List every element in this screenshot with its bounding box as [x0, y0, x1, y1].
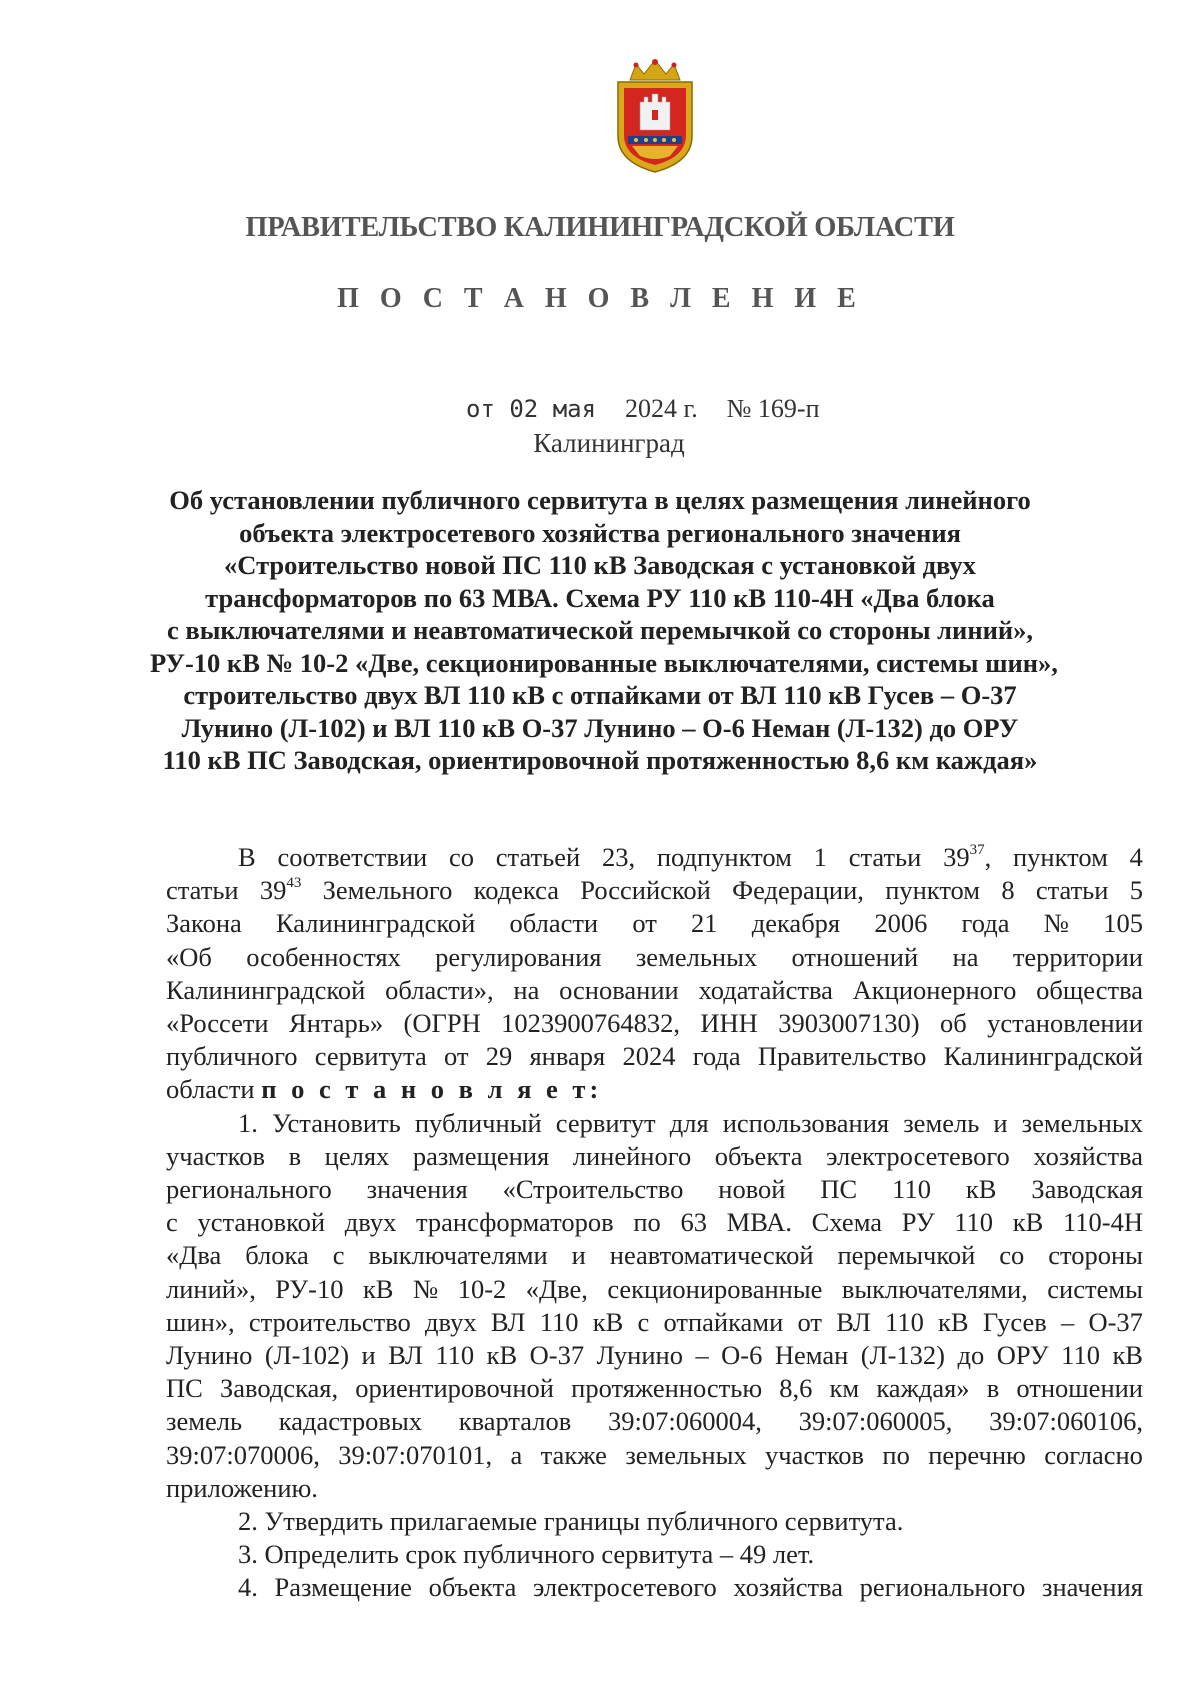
word: Неман: [774, 1340, 849, 1371]
word: РУ-10: [275, 1273, 344, 1304]
word: 110: [885, 1306, 924, 1337]
word: а: [510, 1439, 523, 1470]
word: ВЛ: [388, 1340, 423, 1371]
word: (ОГРН: [403, 1008, 481, 1039]
word: блока: [245, 1240, 309, 1271]
word: 105: [1103, 908, 1143, 939]
word: статьей: [495, 842, 581, 872]
word: 8,6: [779, 1373, 813, 1404]
title-line: 110 кВ ПС Заводская, ориентировочной протяженностью 8,6 км каждая»: [162, 745, 1038, 775]
word: от: [443, 1041, 469, 1072]
word: кВ: [486, 1340, 518, 1371]
word: двух: [425, 1306, 477, 1337]
word: Гусев: [982, 1306, 1047, 1337]
city: [0, 428, 1200, 459]
word: секционированные: [607, 1273, 823, 1304]
title-line: с выключателями и неавтоматической перемычкой со стороны линий»,: [167, 615, 1033, 645]
word: 110: [435, 1340, 475, 1371]
preamble-line: [166, 974, 1143, 1007]
word: Земельного: [322, 875, 453, 906]
word: Размещение: [274, 1572, 412, 1603]
word: кВ: [592, 1306, 624, 1337]
word: каждая»: [876, 1373, 970, 1404]
word: территории: [1012, 941, 1143, 972]
word: регулирования: [435, 941, 602, 972]
word: статьи: [166, 875, 239, 906]
text-run: области: [166, 1074, 262, 1105]
item-1-line: [166, 1206, 1143, 1239]
word: 4.: [238, 1572, 258, 1603]
word: особенностях: [246, 941, 401, 972]
title-line: Лунино (Л-102) и ВЛ 110 кВ О-37 Лунино – О-6 Неман (Л-132) до ОРУ: [181, 712, 1019, 743]
item-1-line: [166, 1239, 1143, 1272]
title-line: Об установлении публичного сервитута в целях размещения линейного: [169, 485, 1031, 515]
word: 39:07:070101,: [338, 1439, 493, 1470]
word: кВ: [938, 1306, 969, 1337]
word: 110-4Н: [1063, 1207, 1143, 1238]
date-prefix: от: [466, 395, 495, 423]
word: трансформаторов: [416, 1207, 614, 1238]
item-1-line: [166, 1173, 1143, 1206]
word: регионального: [166, 1174, 332, 1205]
item-1-line: [166, 1107, 1143, 1140]
word: 39:07:060005,: [798, 1406, 953, 1437]
date-day: 02: [509, 395, 539, 423]
city-name: Калининград: [533, 428, 685, 458]
word: ВЛ: [490, 1306, 526, 1337]
word: в: [986, 1373, 1000, 1404]
word: подпунктом: [656, 842, 792, 872]
item-3: 3. Определить срок публичного сервитута – 49 лет.: [238, 1539, 815, 1570]
word: Заводская,: [219, 1373, 339, 1404]
word: Акционерного: [852, 974, 1017, 1005]
item-1-line: [166, 1405, 1143, 1438]
item-1-line: [166, 1439, 1143, 1472]
title-line: объекта электросетевого хозяйства регионального значения: [239, 517, 961, 548]
word: 21: [691, 908, 718, 939]
word: Калининградской: [166, 974, 366, 1005]
word: Правительство: [757, 1041, 927, 1072]
word: целях: [324, 1140, 390, 1171]
word: с: [332, 1240, 345, 1271]
word: земель: [166, 1406, 243, 1437]
word: участков: [765, 1439, 864, 1470]
word: и: [361, 1340, 376, 1371]
organization-name: ПРАВИТЕЛЬСТВО КАЛИНИНГРАДСКОЙ ОБЛАСТИ: [245, 212, 955, 243]
preamble-line: [166, 941, 1143, 974]
item-1-line: [166, 1339, 1143, 1372]
word: установкой: [197, 1207, 326, 1238]
word: от: [632, 908, 657, 939]
word: $39^{37}$,: [943, 842, 992, 872]
item-1-line: [166, 1273, 1143, 1306]
word: отношении: [1016, 1373, 1143, 1404]
preamble-line: [166, 1073, 1143, 1106]
item-1-line: [166, 1140, 1143, 1173]
word: (Л-102): [264, 1340, 350, 1371]
word: км: [829, 1373, 860, 1404]
word: пунктом: [1012, 842, 1108, 872]
document-title: [150, 484, 1058, 777]
word: сервитута: [314, 1041, 427, 1072]
word: Лунино: [596, 1340, 683, 1371]
word: области: [509, 908, 599, 939]
word: $39^{43}$: [259, 875, 302, 906]
word: РУ: [901, 1207, 935, 1238]
word: 8: [1001, 875, 1015, 906]
document-number: № 169-п: [726, 394, 820, 423]
word: 39:07:060004,: [608, 1406, 762, 1437]
word: ОРУ: [996, 1340, 1049, 1371]
word: перемычкой: [837, 1240, 976, 1271]
word: также: [540, 1439, 607, 1470]
word: №: [412, 1273, 439, 1304]
word: сервитут: [555, 1107, 656, 1138]
document-type: П О С Т А Н О В Л Е Н И Е: [337, 283, 863, 314]
word: по: [633, 1207, 661, 1238]
word: кодекса: [473, 875, 559, 906]
word: значения: [366, 1174, 468, 1205]
item-2: 2. Утвердить прилагаемые границы публичного сервитута.: [238, 1506, 904, 1537]
word: на: [513, 974, 540, 1005]
word: 39:07:070006,: [166, 1439, 320, 1470]
word: «Строительство: [502, 1174, 684, 1205]
title-line: «Строительство новой ПС 110 кВ Заводская с установкой двух: [224, 550, 976, 580]
word: ПС: [820, 1174, 858, 1205]
word: соответствии: [277, 842, 428, 872]
word: 1023900764832,: [501, 1008, 680, 1039]
word: кварталов: [458, 1406, 572, 1437]
word: В: [238, 842, 256, 872]
word: объекта: [714, 1140, 803, 1171]
word: публичный: [414, 1107, 542, 1138]
preamble-line: [166, 907, 1143, 940]
word: участков: [166, 1140, 265, 1171]
word: 1: [813, 842, 827, 872]
word: 23,: [601, 842, 636, 872]
word: Закона: [166, 908, 242, 939]
item-1-line: [166, 1372, 1143, 1405]
word: в: [288, 1140, 302, 1171]
date-year: 2024 г.: [624, 394, 698, 423]
title-line: трансформаторов по 63 МВА. Схема РУ 110 кВ 110-4Н «Два блока: [205, 582, 995, 613]
word: и: [571, 1240, 586, 1271]
word: на: [952, 941, 979, 972]
word: стороны: [1048, 1240, 1143, 1271]
word: общества: [1036, 974, 1143, 1005]
word: пунктом: [885, 875, 981, 906]
word: ИНН: [700, 1008, 758, 1039]
word: перечню: [928, 1439, 1026, 1470]
word: размещения: [412, 1140, 550, 1171]
word: –: [1060, 1306, 1075, 1337]
word: выключателями: [368, 1240, 548, 1271]
word: отпайками: [663, 1306, 784, 1337]
word: Российской: [580, 875, 711, 906]
word: для: [669, 1107, 709, 1138]
word: «Два: [166, 1240, 222, 1271]
word: 63: [680, 1207, 707, 1238]
item-1-line: приложению.: [166, 1472, 318, 1503]
word: земель: [903, 1107, 980, 1138]
word: земельных: [1021, 1107, 1143, 1138]
word: электросетевого: [533, 1572, 717, 1603]
title-line: строительство двух ВЛ 110 кВ с отпайками от ВЛ 110 кВ Гусев – О-37: [183, 680, 1017, 710]
word: 39:07:060106,: [989, 1406, 1143, 1437]
word: об: [939, 1008, 967, 1039]
word: кВ: [1112, 1340, 1143, 1371]
word: установлении: [987, 1008, 1143, 1039]
word: кВ: [1012, 1207, 1044, 1238]
word: шин»,: [166, 1306, 235, 1337]
preamble-line: [166, 841, 1143, 874]
word: отношений: [791, 941, 919, 972]
word: до: [957, 1340, 985, 1371]
word: со: [449, 842, 475, 872]
word: линейного: [572, 1140, 692, 1171]
word: (Л-132): [860, 1340, 945, 1371]
preamble-line: [166, 1007, 1143, 1040]
item-4-line: [166, 1571, 1143, 1604]
word: года: [692, 1041, 741, 1072]
word: 10-2: [457, 1273, 507, 1304]
word: О-37: [1088, 1306, 1143, 1337]
word: 1.: [238, 1107, 258, 1138]
word: с: [637, 1306, 650, 1337]
word: ориентировочной: [355, 1373, 554, 1404]
word: хозяйства: [733, 1572, 843, 1603]
word: со: [999, 1240, 1025, 1271]
word: хозяйства: [1033, 1140, 1143, 1171]
word: 29: [485, 1041, 513, 1072]
word: ВЛ: [836, 1306, 871, 1337]
word: строительство: [248, 1306, 411, 1337]
word: кВ: [965, 1174, 997, 1205]
word: ПС: [166, 1373, 203, 1404]
word: от: [797, 1306, 822, 1337]
word: протяженностью: [571, 1373, 763, 1404]
word: земельных: [635, 941, 758, 972]
word: О-37: [529, 1340, 585, 1371]
word: «Об: [166, 941, 212, 972]
word: Установить: [271, 1107, 401, 1138]
word: «Две,: [525, 1273, 588, 1304]
word: и: [993, 1107, 1008, 1138]
word: публичного: [166, 1041, 298, 1072]
word: Калининградской: [943, 1041, 1143, 1072]
date-number-line: [466, 394, 820, 424]
word: использования: [722, 1107, 890, 1138]
word: 2006: [874, 908, 928, 939]
word: двух: [344, 1207, 397, 1238]
kaliningrad-coat-of-arms-icon: [612, 58, 698, 174]
word: декабря: [751, 908, 841, 939]
word: регионального: [859, 1572, 1026, 1603]
word: Калининградской: [275, 908, 476, 939]
word: 3903007130): [778, 1008, 920, 1039]
word: О-6: [721, 1340, 763, 1371]
item-1-line: [166, 1306, 1143, 1339]
word: 110: [539, 1306, 579, 1337]
word: 110: [892, 1174, 931, 1205]
word: линий»,: [166, 1273, 256, 1304]
word: «Россети: [166, 1008, 269, 1039]
word: 110: [1061, 1340, 1100, 1371]
word: 2024: [622, 1041, 676, 1072]
word: Заводская: [1031, 1174, 1143, 1205]
word: кадастровых: [278, 1406, 422, 1437]
word: января: [529, 1041, 606, 1072]
word: земельных: [625, 1439, 747, 1470]
word: области»,: [385, 974, 494, 1005]
word: согласно: [1044, 1439, 1143, 1470]
word: электросетевого: [826, 1140, 1010, 1171]
word: по: [882, 1439, 910, 1470]
word: основании: [559, 974, 679, 1005]
word: объекта: [428, 1572, 517, 1603]
document-body: [166, 841, 1143, 1605]
word: Федерации,: [732, 875, 864, 906]
word: 110: [954, 1207, 994, 1238]
word: ходатайства: [698, 974, 833, 1005]
word: 5: [1129, 875, 1143, 906]
word: Янтарь»: [289, 1008, 384, 1039]
word: новой: [718, 1174, 786, 1205]
word: Лунино: [166, 1340, 253, 1371]
word: МВА.: [726, 1207, 792, 1238]
word: с: [166, 1207, 178, 1238]
word: кВ: [362, 1273, 394, 1304]
word: 4: [1129, 842, 1143, 872]
word: неавтоматической: [609, 1240, 814, 1271]
word: Схема: [811, 1207, 883, 1238]
word: №: [1043, 908, 1069, 939]
word: системы: [1047, 1273, 1143, 1304]
word: статьи: [1035, 875, 1109, 906]
date-month: мая: [552, 395, 597, 423]
title-line: РУ-10 кВ № 10-2 «Две, секционированные выключателями, системы шин»,: [150, 647, 1058, 678]
preamble-line: [166, 874, 1143, 907]
word: выключателями,: [841, 1273, 1028, 1304]
word: статьи: [848, 842, 922, 872]
preamble-line: [166, 1040, 1143, 1073]
word: года: [961, 908, 1010, 939]
decree-verb: п о с т а н о в л я е т:: [261, 1074, 603, 1105]
word: –: [695, 1340, 709, 1371]
word: значения: [1041, 1572, 1143, 1603]
